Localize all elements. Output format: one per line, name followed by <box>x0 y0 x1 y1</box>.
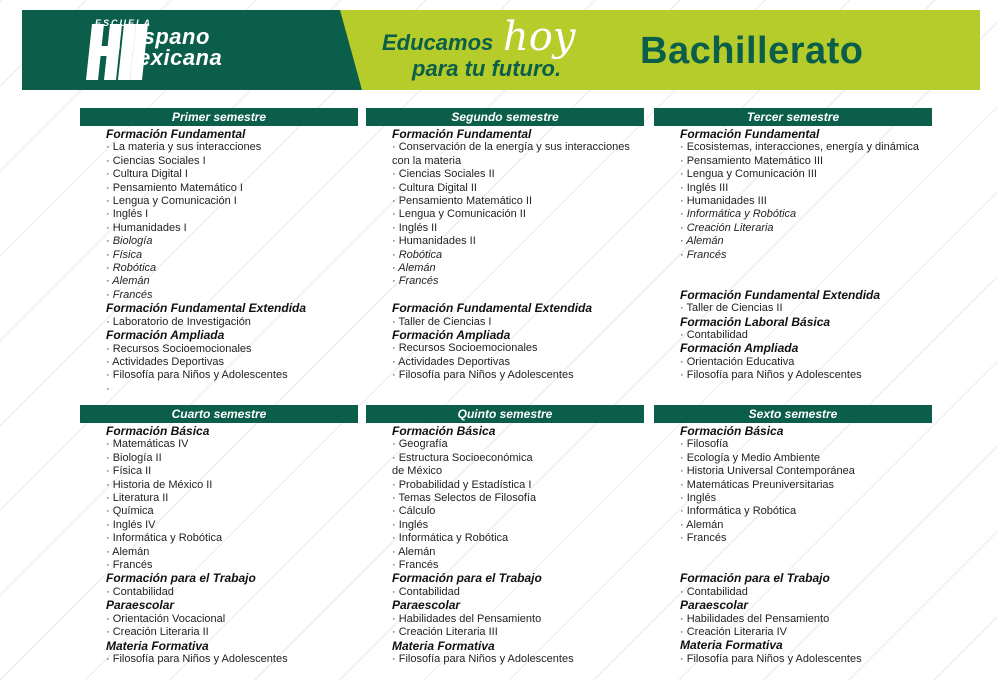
semester-title: Primer semestre <box>80 108 358 126</box>
semester-title: Quinto semestre <box>366 405 644 423</box>
page-title: Bachillerato <box>640 30 864 72</box>
subject-item: · Humanidades I <box>106 221 187 234</box>
subject-item: · Recursos Socioemocionales <box>392 342 538 355</box>
subject-item: · Filosofía para Niños y Adolescentes <box>106 369 288 382</box>
subject-item: · Humanidades III <box>680 195 767 208</box>
subject-item: · Robótica <box>106 262 157 275</box>
subject-item: · Taller de Ciencias I <box>392 315 492 328</box>
subject-item: · Informática y Robótica <box>680 505 797 518</box>
subject-item: · Biología II <box>106 451 162 464</box>
spacer <box>680 275 932 288</box>
subject-item: · Lengua y Comunicación I <box>106 195 237 208</box>
subject-item: · Creación Literaria II <box>106 626 209 639</box>
subject-item: · Habilidades del Pensamiento <box>680 612 830 625</box>
subject-item: · Ciencias Sociales II <box>392 168 495 181</box>
subject-item: · Biología <box>106 235 153 248</box>
subject-item: · Filosofía para Niños y Adolescentes <box>392 652 574 665</box>
section-heading: Formación Fundamental <box>392 127 532 141</box>
subject-item: · Temas Selectos de Filosofía <box>392 492 537 505</box>
subject-item: · Filosofía para Niños y Adolescentes <box>392 369 574 382</box>
section-heading: Materia Formativa <box>392 638 495 653</box>
semester-body <box>654 423 932 666</box>
spacer <box>680 546 932 559</box>
subject-item: · Informática y Robótica <box>106 532 223 545</box>
section-heading: Formación Ampliada <box>106 328 225 343</box>
subject-item: · Pensamiento Matemático II <box>392 195 533 208</box>
section-heading: Paraescolar <box>680 598 749 613</box>
semester-body <box>80 423 358 666</box>
subject-item: · Inglés III <box>680 181 729 194</box>
logo-mexicana: exicana <box>138 45 223 70</box>
subject-item: · Química <box>106 505 154 518</box>
spacer <box>680 262 932 275</box>
subject-item: · Laboratorio de Investigación <box>106 315 251 328</box>
subject-item: · Cultura Digital II <box>392 181 477 194</box>
logo-escuela: ESCUELA <box>95 18 153 28</box>
subject-item: · Contabilidad <box>392 585 460 598</box>
subject-item: · Francés <box>106 288 153 301</box>
section-heading: Paraescolar <box>392 598 461 613</box>
semester-title: Cuarto semestre <box>80 405 358 423</box>
subject-item: · Alemán <box>106 275 150 288</box>
subject-item: · Alemán <box>392 545 436 558</box>
subject-item: · Francés <box>392 275 439 288</box>
section-heading: Formación Fundamental <box>680 127 820 141</box>
subject-item: · Informática y Robótica <box>392 532 509 545</box>
subject-item: · Conservación de la energía y sus interacciones con la materia <box>392 141 630 167</box>
subject-item: · Alemán <box>106 545 150 558</box>
subject-item: · Taller de Ciencias II <box>680 302 783 315</box>
semester-title: Tercer semestre <box>654 108 932 126</box>
section-heading: Formación Fundamental <box>106 127 246 141</box>
subject-item: · Física II <box>106 465 152 478</box>
subject-item: · Lengua y Comunicación II <box>392 208 526 221</box>
header <box>0 0 997 92</box>
section-heading: Formación Básica <box>392 424 496 438</box>
section-heading: Formación para el Trabajo <box>392 571 542 586</box>
subject-item: · Matemáticas Preuniversitarias <box>680 478 835 491</box>
subject-item: · Francés <box>392 559 439 572</box>
subject-item: · Recursos Socioemocionales <box>106 342 252 355</box>
section-heading: Formación Laboral Básica <box>680 314 831 329</box>
subject-item: · Lengua y Comunicación III <box>680 168 817 181</box>
subject-item: · Matemáticas IV <box>106 438 189 451</box>
subject-item: · Pensamiento Matemático III <box>680 154 824 167</box>
section-heading: Formación Ampliada <box>680 341 799 356</box>
slogan-line2: para tu futuro. <box>412 56 562 81</box>
subject-item: · Contabilidad <box>106 585 174 598</box>
subject-item: · Francés <box>106 559 153 572</box>
section-heading: Formación Ampliada <box>392 328 511 343</box>
semester-body <box>366 423 644 666</box>
subject-item: · Literatura II <box>106 492 169 505</box>
subject-item: · Filosofía <box>680 438 729 451</box>
section-heading: Formación Fundamental Extendida <box>106 301 307 316</box>
subject-item: · Cálculo <box>392 505 436 518</box>
subject-item: · La materia y sus interacciones <box>106 141 262 154</box>
subject-item: · Creación Literaria III <box>392 626 498 639</box>
subject-item: · Francés <box>680 248 727 261</box>
subject-item: · Historia Universal Contemporánea <box>680 465 855 478</box>
section-heading: Paraescolar <box>106 598 175 613</box>
subject-item: · Inglés <box>680 492 717 505</box>
subject-item: · Inglés IV <box>106 518 156 531</box>
subject-item: · Actividades Deportivas <box>392 355 510 368</box>
subject-item: · Pensamiento Matemático I <box>106 181 243 194</box>
subject-item: · Orientación Vocacional <box>106 612 226 625</box>
subject-item: · Filosofía para Niños y Adolescentes <box>680 369 862 382</box>
slogan-hoy: hoy <box>503 14 576 60</box>
slogan-line1: Educamos <box>382 30 494 55</box>
semester-column <box>654 108 932 383</box>
subject-item: · Probabilidad y Estadística I <box>392 478 532 491</box>
logo-hispano: ispano <box>136 24 210 49</box>
subject-item: · Contabilidad <box>680 585 748 598</box>
semester-body <box>366 126 644 383</box>
subject-item: · Robótica <box>392 248 443 261</box>
subject-item: · <box>106 382 110 395</box>
subject-item: · Orientación Educativa <box>680 355 795 368</box>
semester-title: Segundo semestre <box>366 108 644 126</box>
subject-item: de México <box>392 465 443 478</box>
subject-item: · Ecología y Medio Ambiente <box>680 451 821 464</box>
subject-item: · Alemán <box>680 235 724 248</box>
subject-item: · Alemán <box>680 518 724 531</box>
semester-column <box>80 108 358 396</box>
subject-item: · Ecosistemas, interacciones, energía y dinámica <box>680 141 920 154</box>
subject-item: · Geografía <box>392 438 448 451</box>
subject-item: · Actividades Deportivas <box>106 355 224 368</box>
subject-item: · Francés <box>680 532 727 545</box>
semester-body <box>80 126 358 396</box>
subject-item: · Creación Literaria IV <box>680 626 787 639</box>
semester-column <box>654 405 932 666</box>
subject-item: · Estructura Socioeconómica <box>392 451 533 464</box>
subject-item: · Inglés II <box>392 221 438 234</box>
subject-item: · Filosofía para Niños y Adolescentes <box>106 652 288 665</box>
section-heading: Formación Básica <box>106 424 210 438</box>
subject-item: · Inglés <box>392 518 429 531</box>
subject-item: · Informática y Robótica <box>680 208 797 221</box>
subject-item: · Inglés I <box>106 208 149 221</box>
section-heading: Materia Formativa <box>680 638 783 653</box>
semester-column <box>80 405 358 666</box>
section-heading: Formación Fundamental Extendida <box>680 287 881 302</box>
subject-item: · Habilidades del Pensamiento <box>392 612 542 625</box>
spacer <box>680 559 932 572</box>
section-heading: Formación para el Trabajo <box>680 571 830 586</box>
subject-item: · Cultura Digital I <box>106 168 188 181</box>
spacer <box>392 289 644 302</box>
section-heading: Materia Formativa <box>106 638 209 653</box>
semester-column <box>366 405 644 666</box>
section-heading: Formación Básica <box>680 424 784 438</box>
subject-item: · Historia de México II <box>106 478 213 491</box>
semester-body <box>654 126 932 383</box>
subject-item: · Contabilidad <box>680 329 748 342</box>
subject-item: · Humanidades II <box>392 235 476 248</box>
semester-title: Sexto semestre <box>654 405 932 423</box>
subject-item: · Ciencias Sociales I <box>106 154 206 167</box>
section-heading: Formación Fundamental Extendida <box>392 301 593 316</box>
section-heading: Formación para el Trabajo <box>106 571 256 586</box>
subject-item: · Alemán <box>392 262 436 275</box>
subject-item: · Física <box>106 248 143 261</box>
subject-item: · Filosofía para Niños y Adolescentes <box>680 652 862 665</box>
semester-column <box>366 108 644 383</box>
subject-item: · Creación Literaria <box>680 221 774 234</box>
